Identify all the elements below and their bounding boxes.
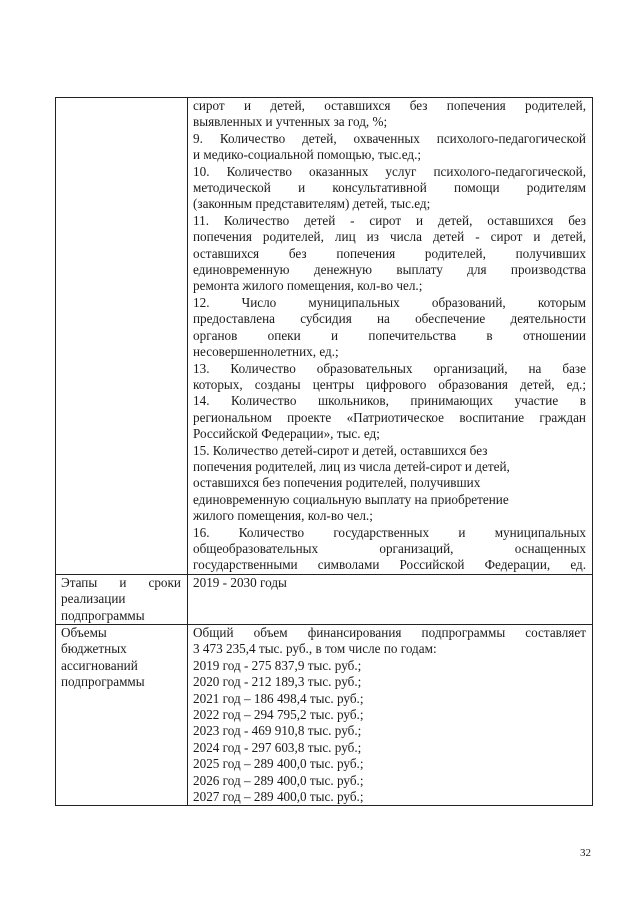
table-row-stages [56,574,593,624]
row-label-line: Этапы и сроки [61,574,181,590]
row-label-line: Объемы [61,625,107,640]
passport-table [55,97,593,806]
text-line: 2025 год – 289 400,0 тыс. руб.; [193,756,364,772]
text-line: оставшихся без попечения родителей, получивших [193,475,481,491]
row-content-cell [188,98,593,575]
text-line: 2022 год – 294 795,2 тыс. руб.; [193,707,364,723]
text-line: 16. Количество государственных и муниципальных [193,524,586,540]
text-line: 2026 год – 289 400,0 тыс. руб.; [193,772,364,788]
text-line: 2019 - 2030 годы [193,574,287,590]
text-line: государственными символами Российской Федерации, ед. [193,557,586,573]
text-line: Общий объем финансирования подпрограммы составляет [193,625,586,640]
text-line: единовременную социальную выплату на приобретение [193,491,509,507]
text-line: региональном проекте «Патриотическое воспитание граждан [193,409,586,425]
text-line: методической и консультативной помощи родителям [193,180,586,196]
row-label-line: реализации [61,591,126,607]
text-line: сирот и детей, оставшихся без попечения родителей, [193,98,586,113]
text-line: и медико-социальной помощью, тыс.ед.; [193,147,422,163]
row-label-line: подпрограммы [61,607,145,623]
row-label-cell [56,625,188,806]
text-line: 13. Количество образовательных организаций, на базе [193,360,586,376]
text-line: жилого помещения, кол-во чел.; [193,508,373,524]
text-line: Российской Федерации», тыс. ед; [193,426,380,442]
text-line: 11. Количество детей - сирот и детей, оставшихся без [193,212,586,228]
text-line: оставшихся без попечения родителей, получивших [193,245,586,261]
text-line: несовершеннолетних, ед.; [193,344,339,360]
text-line: 12. Число муниципальных образований, которым [193,294,586,310]
text-line: которых, созданы центры цифрового образования детей, ед.; [193,376,586,392]
row-label-cell [56,574,188,624]
text-line: единовременную денежную выплату для производства [193,262,586,278]
text-line: попечения родителей, лиц из числа детей-сирот и детей, [193,458,510,474]
text-line: 2027 год – 289 400,0 тыс. руб.; [193,789,364,805]
table-row-budget [56,625,593,806]
text-line: ремонта жилого помещения, кол-во чел.; [193,278,423,294]
row-content-cell [188,574,593,624]
row-content-cell [188,625,593,806]
row-label-cell [56,98,188,575]
text-line: 3 473 235,4 тыс. руб., в том числе по годам: [193,641,437,657]
text-line: 2019 год - 275 837,9 тыс. руб.; [193,657,362,673]
table-row-indicators [56,98,593,575]
text-line: 9. Количество детей, охваченных психолого-педагогической [193,130,586,146]
row-label-line: ассигнований [61,657,138,673]
text-line: предоставлена субсидия на обеспечение деятельности [193,311,586,327]
text-line: 2023 год - 469 910,8 тыс. руб.; [193,723,362,739]
text-line: 2021 год – 186 498,4 тыс. руб.; [193,690,364,706]
text-line: выявленных и учтенных за год, %; [193,114,388,130]
row-label-line: бюджетных [61,641,127,657]
text-line: 2020 год - 212 189,3 тыс. руб.; [193,674,362,690]
text-line: 14. Количество школьников, принимающих участие в [193,393,586,409]
text-line: 15. Количество детей-сирот и детей, оставшихся без [193,442,488,458]
text-line: 2024 год - 297 603,8 тыс. руб.; [193,739,362,755]
page-number: 32 [580,847,591,859]
text-line: 10. Количество оказанных услуг психолого-педагогической, [193,163,586,179]
text-line: попечения родителей, лиц из числа детей - сирот и детей, [193,229,586,245]
text-line: органов опеки и попечительства в отношении [193,327,586,343]
text-line: общеобразовательных организаций, оснащенных [193,540,586,556]
row-label-line: подпрограммы [61,674,145,690]
text-line: (законным представителям) детей, тыс.ед; [193,196,431,212]
